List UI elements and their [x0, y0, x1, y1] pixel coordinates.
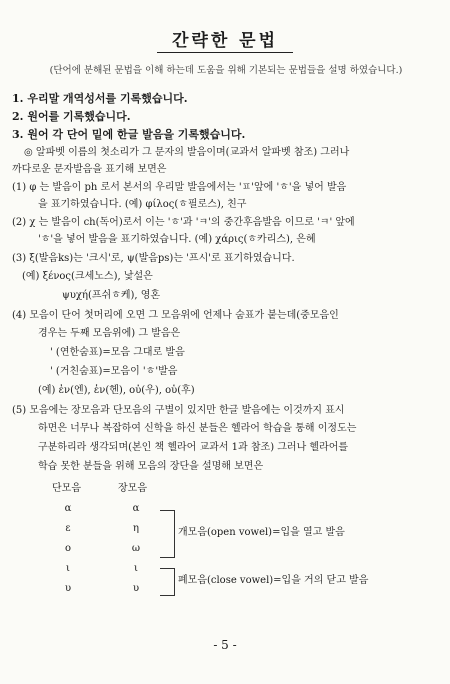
open-vowel-label: 개모음(open vowel)=입을 열고 발음 [178, 527, 345, 538]
long-vowel-header: 장모음 [118, 483, 147, 494]
heading-3: 3. 원어 각 단어 밑에 한글 발음을 기록했습니다. [12, 128, 246, 141]
short-vowel: ι [66, 563, 70, 574]
open-vowel-bracket [160, 510, 175, 558]
long-vowel: α [132, 503, 140, 514]
body-line: 까다로운 문자발음을 표기해 보면은 [12, 164, 167, 175]
body-line: (3) ξ(발음ks)는 '크시'로, ψ(발음ps)는 '프시'로 표기하였습니다. [12, 253, 295, 264]
heading-2: 2. 원어를 기록했습니다. [12, 110, 131, 123]
body-line: 구분하리라 생각되며(본인 책 헬라어 교과서 1과 참조) 그러나 헬라어를 [38, 442, 349, 453]
body-line: 학습 못한 분들을 위해 모음의 장단을 설명해 보면은 [38, 461, 264, 472]
heading-1: 1. 우리말 개역성서를 기록했습니다. [12, 92, 188, 105]
title-underline [157, 52, 293, 53]
body-line: 'ㅎ'을 넣어 발음을 표기하였습니다. (예) χάρις(ㅎ카리스), 은혜 [38, 234, 316, 245]
close-vowel-bracket [160, 568, 175, 596]
long-vowel: ω [131, 543, 141, 554]
body-line: (4) 모음이 단어 첫머리에 오면 그 모음위에 언제나 숨표가 붙는데(중모음인 [12, 310, 339, 321]
long-vowel: η [133, 523, 139, 534]
body-line: ' (거친숨표)=모음이 'ㅎ'발음 [50, 366, 178, 377]
page-number: - 5 - [213, 638, 237, 652]
long-vowel: υ [132, 583, 140, 594]
body-line: 경우는 두째 모음위에) 그 발음은 [38, 328, 181, 339]
short-vowel: ο [64, 543, 72, 554]
body-line: (예) ξένος(크세노스), 낯설은 [22, 271, 153, 282]
short-vowel-header: 단모음 [52, 483, 81, 494]
page-subtitle: (단어에 분해된 문법을 이해 하는데 도움을 위해 기본되는 문법들을 설명 하였습니다.) [49, 65, 403, 76]
body-line: 하면은 너무나 복잡하여 신학을 하신 분들은 헬라어 학습을 통해 이정도는 [38, 423, 357, 434]
short-vowel: ε [65, 523, 71, 534]
body-line: 을 표기하였습니다. (예) φίλος(ㅎ필로스), 친구 [38, 199, 247, 210]
body-line: (1) φ 는 발음이 ph 로서 본서의 우리말 발음에서는 'ㅍ'앞에 'ㅎ'을 넣어 발음 [12, 182, 347, 193]
body-line: ◎ 알파벳 이름의 첫소리가 그 문자의 발음이며(교과서 알파벳 참조) 그러나 [24, 147, 350, 158]
body-line: (예) ἐν(엔), ἑν(헨), οὐ(우), οὑ(후) [38, 385, 195, 396]
body-line: ψυχή(프쉬ㅎ케), 영혼 [62, 290, 161, 301]
body-line: (2) χ 는 발음이 ch(독어)로서 이는 'ㅎ'과 'ㅋ'의 중간후음발음 이므로 'ㅋ' 앞에 [12, 217, 355, 228]
close-vowel-label: 폐모음(close vowel)=입을 거의 닫고 발음 [178, 575, 369, 586]
body-line: (5) 모음에는 장모음과 단모음의 구별이 있지만 한글 발음에는 이것까지 표시 [12, 405, 345, 416]
long-vowel: ι [134, 563, 138, 574]
page-title: 간략한 문법 [171, 31, 279, 51]
short-vowel: α [64, 503, 72, 514]
short-vowel: υ [64, 583, 72, 594]
body-line: ' (연한숨표)=모음 그대로 발음 [50, 347, 185, 358]
